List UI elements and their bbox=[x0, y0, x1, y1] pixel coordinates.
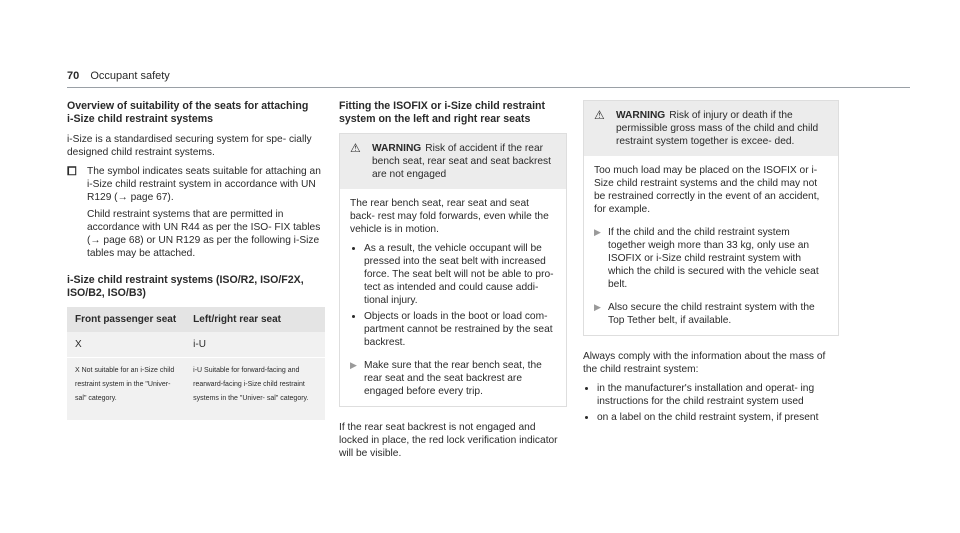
instruction bbox=[594, 301, 828, 327]
fitting-heading: Fitting the ISOFIX or i-Size child restraint system on the left and right rear seats bbox=[339, 100, 546, 125]
lock-indicator-note: If the rear seat backrest is not engaged and locked in place, the red lock verification indicator will be visible. bbox=[339, 422, 558, 459]
column-2 bbox=[339, 100, 567, 466]
table-cell: X bbox=[67, 332, 185, 358]
suitability-heading: Overview of suitability of the seats for attaching i‑Size child restraint systems bbox=[67, 100, 309, 125]
instruction bbox=[350, 359, 556, 398]
isize-text-2: Child restraint systems that are permitted in accordance with UN R44 as per the ISO- FIX tables (→ page 68) or UN R129 as per the following i-Size tables may be attached. bbox=[87, 209, 321, 259]
warning-title: Risk of injury or death if the permissible gross mass of the child and child restraint system together is excee- ded. bbox=[616, 110, 819, 147]
table-header-front: Front passenger seat bbox=[67, 307, 185, 332]
warning-title: Risk of accident if the rear bench seat, rear seat and seat backrest are not engaged bbox=[372, 143, 551, 180]
isize-intro: i-Size is a standardised securing system for spe- cially designed child restraint systems. bbox=[67, 134, 312, 158]
warning-body: The rear bench seat, rear seat and seat back- rest may fold forwards, even while the vehicle is in motion. bbox=[350, 198, 549, 235]
isize-note bbox=[67, 165, 325, 264]
table-cell: i-U bbox=[185, 332, 325, 358]
instruction-arrow-icon: ▶ bbox=[594, 302, 601, 312]
mass-note: Always comply with the information about the mass of the child restraint system: bbox=[583, 351, 826, 375]
instruction-arrow-icon: ▶ bbox=[594, 227, 601, 237]
isize-table bbox=[67, 307, 325, 420]
isize-text-1: The symbol indicates seats suitable for attaching an i-Size child restraint system in accordance with UN R129 (→ page 67). bbox=[87, 166, 321, 203]
warning-bullets bbox=[350, 242, 556, 349]
list-item: • on a label on the child restraint system, if present bbox=[597, 411, 839, 424]
page-header bbox=[67, 70, 170, 82]
isize-table-heading: i-Size child restraint systems (ISO/R2, ISO/F2X, ISO/B2, ISO/B3) bbox=[67, 274, 304, 299]
table-cell: X Not suitable for an i-Size child restraint system in the "Univer- sal" category. bbox=[67, 358, 185, 421]
table-row bbox=[67, 332, 325, 358]
instruction-arrow-icon: ▶ bbox=[350, 360, 357, 370]
section-title: Occupant safety bbox=[90, 70, 170, 82]
instruction bbox=[594, 226, 828, 291]
instruction-text: Also secure the child restraint system with the Top Tether belt, if available. bbox=[608, 302, 815, 326]
warning-icon: ⚠ bbox=[594, 108, 605, 122]
isize-seat-icon: ⧠ bbox=[67, 164, 77, 178]
warning-icon: ⚠ bbox=[350, 141, 361, 155]
table-row bbox=[67, 358, 325, 421]
list-item: • As a result, the vehicle occupant will be pressed into the seat belt with increased force. The seat belt will not be able to pro- tect as intended and could cause addi- tional injury. bbox=[364, 242, 556, 307]
warning-box bbox=[583, 100, 839, 336]
list-item: • Objects or loads in the boot or load com- partment cannot be restrained by the seat backrest. bbox=[364, 310, 556, 349]
header-rule bbox=[67, 87, 910, 88]
list-item: • in the manufacturer's installation and operat- ing instructions for the child restraint system used bbox=[597, 382, 839, 408]
warning-label: WARNING bbox=[616, 110, 666, 121]
warning-label: WARNING bbox=[372, 143, 422, 154]
instruction-text: If the child and the child restraint system together weigh more than 33 kg, only use an ISOFIX or i-Size child restraint system with which the child is secured with the vehicle seat belt. bbox=[608, 227, 819, 290]
mass-bullets bbox=[583, 382, 839, 424]
page-number: 70 bbox=[67, 70, 80, 82]
column-3 bbox=[583, 100, 839, 428]
warning-body: Too much load may be placed on the ISOFIX or i-Size child restraint systems and the child may not be restrained correctly in the event of an accident, for example. bbox=[594, 165, 820, 215]
instruction-text: Make sure that the rear bench seat, the rear seat and the seat backrest are engaged before every trip. bbox=[364, 360, 542, 397]
warning-box bbox=[339, 133, 567, 407]
table-cell: i-U Suitable for forward-facing and rearward-facing i-Size child restraint systems in the "Univer- sal" category. bbox=[185, 358, 325, 421]
table-header-rear: Left/right rear seat bbox=[185, 307, 325, 332]
column-1 bbox=[67, 100, 325, 420]
